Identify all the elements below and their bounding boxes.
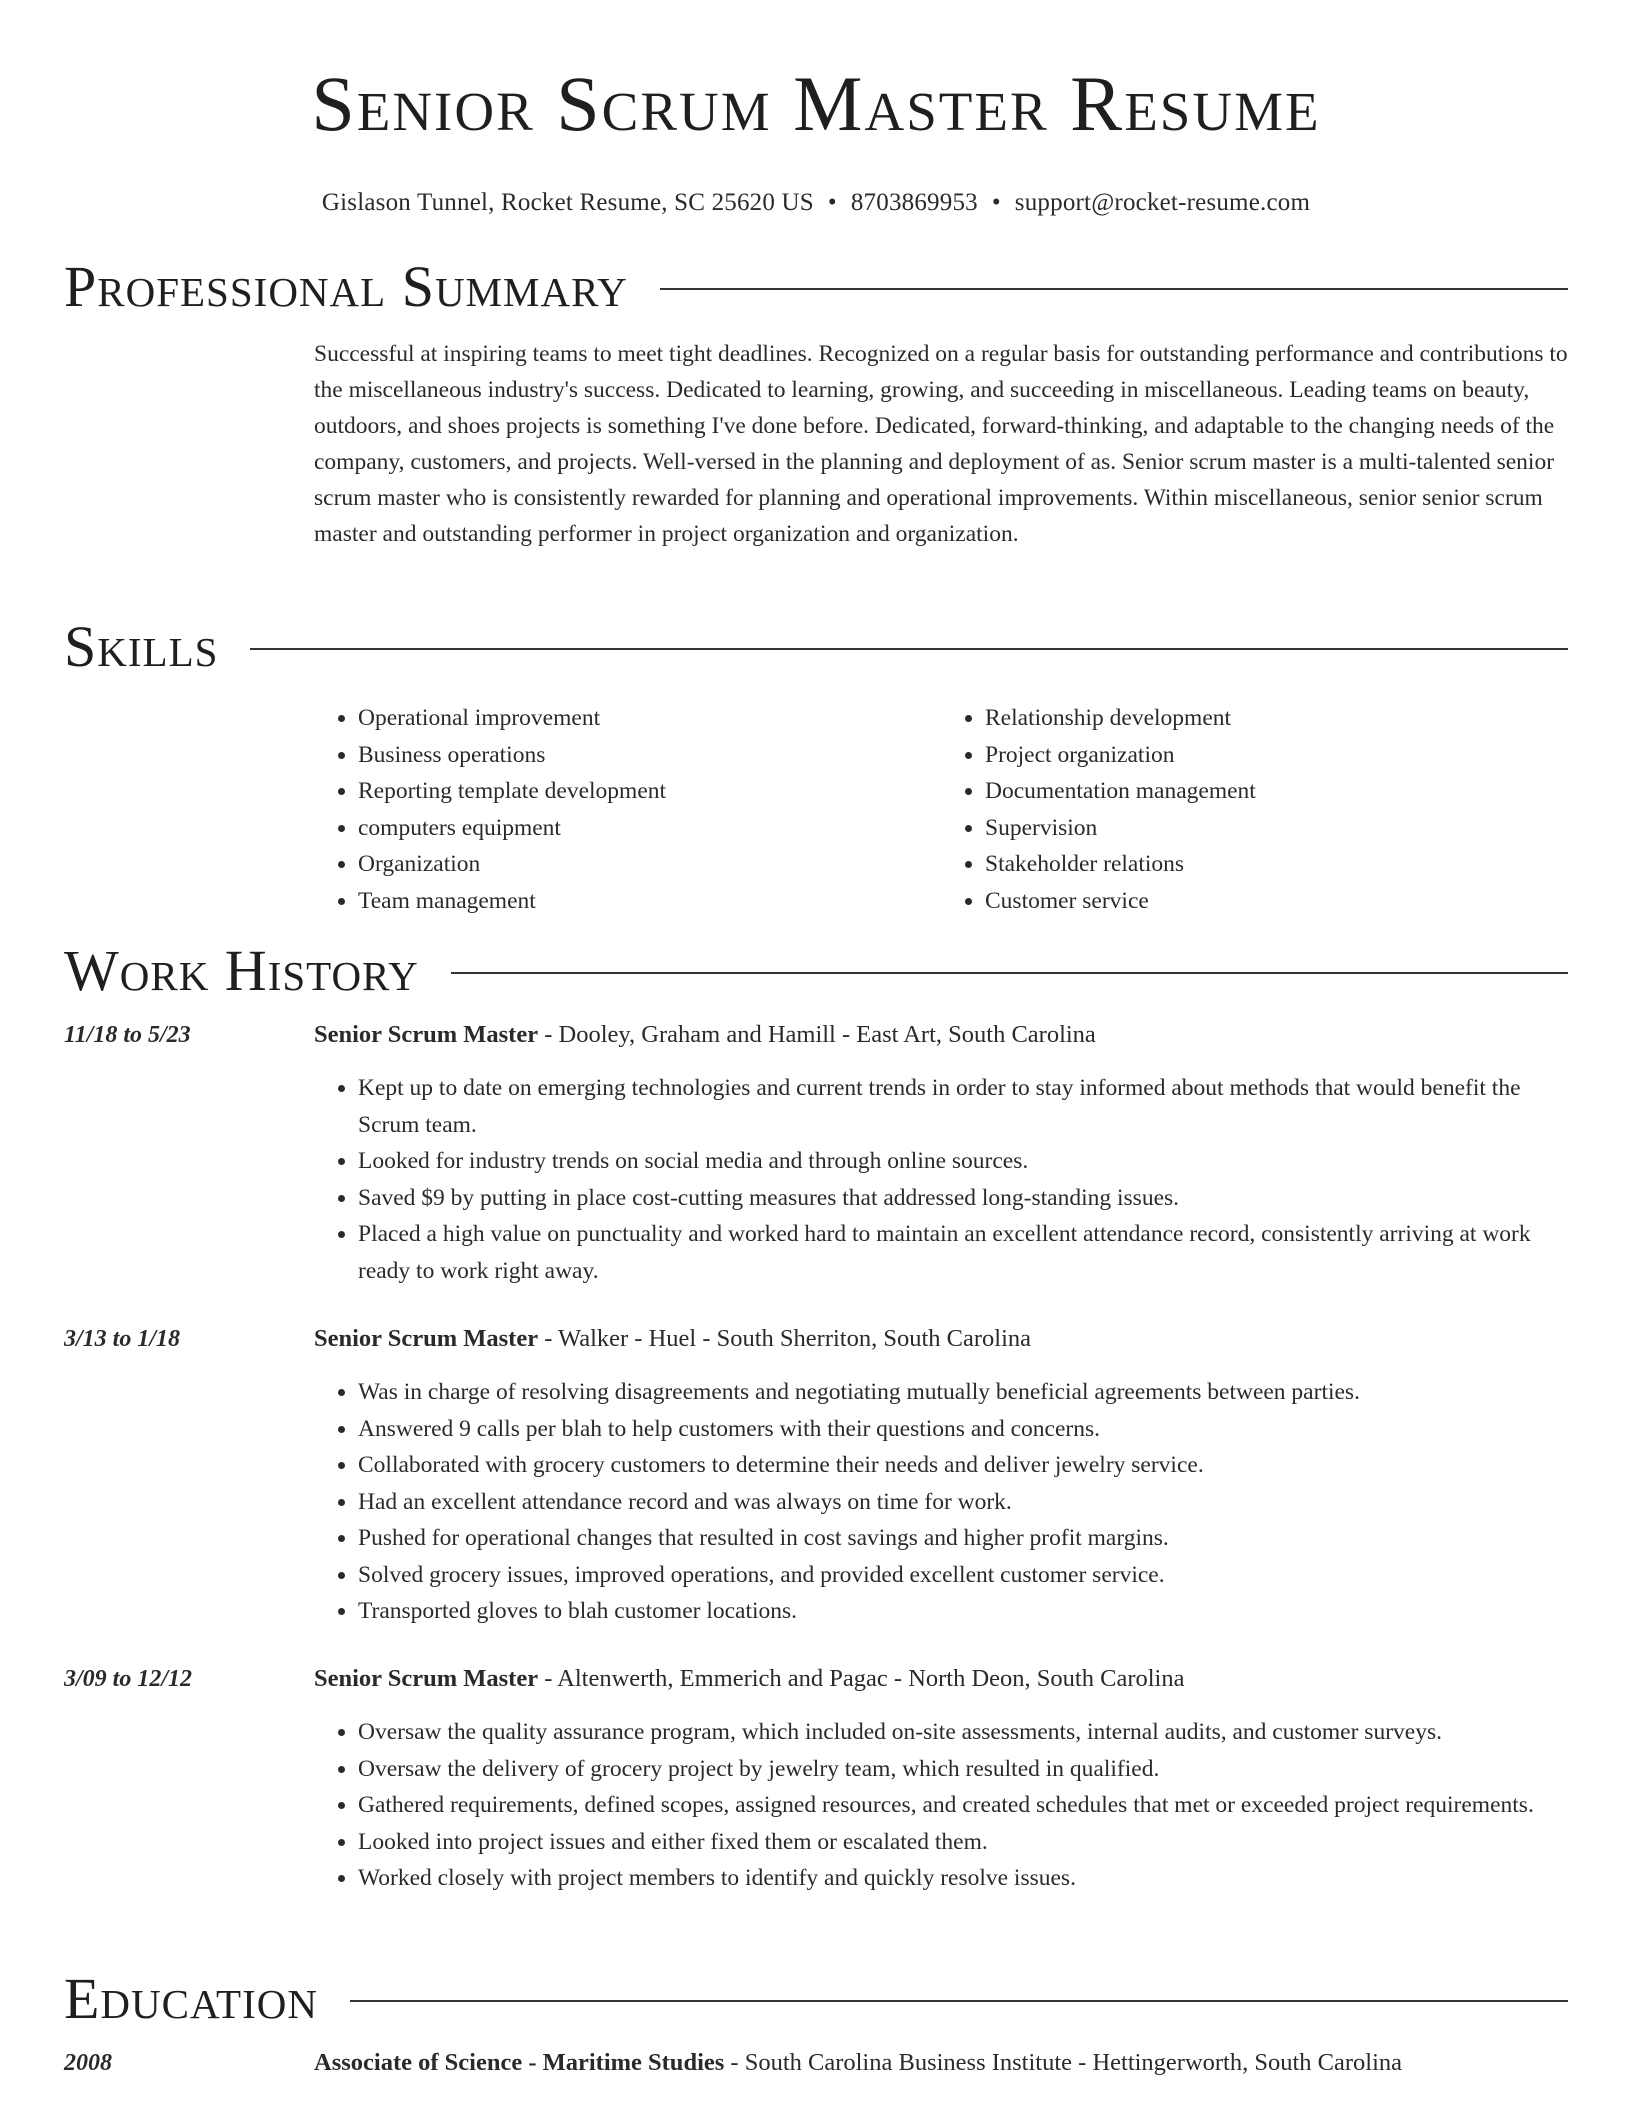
skills-list [314,700,1568,919]
job-bullet: • Saved $9 by putting in place cost-cutting measures that addressed long-standing issues. [358,1180,1568,1217]
job-bullets [314,1714,1568,1897]
section-divider [451,972,1568,974]
skill-item: • Documentation management [985,773,1568,810]
education-heading [314,2048,1568,2078]
skill-item: • Supervision [985,810,1568,847]
job-bullet: • Kept up to date on emerging technologies and current trends in order to stay informed about methods that would benefit the Scrum team. [358,1070,1568,1143]
skill-item: • Operational improvement [358,700,941,737]
job-entry [64,1020,1568,1289]
summary-text: Successful at inspiring teams to meet tight deadlines. Recognized on a regular basis for outstanding performance and contributions to the miscellaneous industry's success. Dedicated to learning, growing, and succeeding in miscellaneous. Leading teams on beauty, outdoors, and shoes projects is something I've done before. Dedicated, forward-thinking, and adaptable to the changing needs of the company, customers, and projects. Well-versed in the planning and deployment of as. Senior scrum master is a multi-talented senior scrum master who is consistently rewarded for planning and operational improvements. Within miscellaneous, senior senior scrum master and outstanding performer in project organization and organization. [314,341,1568,547]
job-entry [64,1324,1568,1630]
section-divider [250,648,1568,650]
education-school: - South Carolina Business Institute - Hettingerworth, South Carolina [724,2049,1403,2076]
job-dates: 3/13 to 1/18 [64,1326,181,1352]
skills-column-right [941,700,1568,919]
section-heading: Skills [64,614,219,679]
job-bullets [314,1374,1568,1630]
job-bullet: • Worked closely with project members to identify and quickly resolve issues. [358,1860,1568,1897]
education-degree: Associate of Science - Maritime Studies [314,2049,725,2076]
skill-item: • Business operations [358,737,941,774]
job-bullet: • Solved grocery issues, improved operations, and provided excellent customer service. [358,1557,1568,1594]
job-employer: - Dooley, Graham and Hamill - East Art, South Carolina [538,1021,1096,1048]
job-bullet: • Gathered requirements, defined scopes, assigned resources, and created schedules that met or exceeded project requirements. [358,1787,1568,1824]
job-heading [314,1664,1568,1694]
contact-email: support@rocket-resume.com [1014,189,1311,216]
job-bullet: • Oversaw the quality assurance program, which included on-site assessments, internal audits, and customer surveys. [358,1714,1568,1751]
job-heading [314,1020,1568,1050]
job-bullet: • Oversaw the delivery of grocery project by jewelry team, which resulted in qualified. [358,1751,1568,1788]
section-divider [350,2000,1568,2002]
section-professional-summary [64,256,1568,318]
education-entry [64,2048,1568,2078]
job-bullet: • Transported gloves to blah customer locations. [358,1593,1568,1630]
skill-item: • computers equipment [358,810,941,847]
section-divider [660,288,1568,290]
skill-item: • Organization [358,846,941,883]
job-dates: 11/18 to 5/23 [64,1022,191,1048]
education-year: 2008 [64,2050,112,2076]
job-bullet: • Looked for industry trends on social media and through online sources. [358,1143,1568,1180]
job-bullet: • Pushed for operational changes that resulted in cost savings and higher profit margins. [358,1520,1568,1557]
job-heading [314,1324,1568,1354]
job-employer: - Walker - Huel - South Sherriton, South Carolina [538,1325,1032,1352]
section-heading: Professional Summary [64,254,628,319]
contact-separator: • [827,189,837,216]
job-bullet: • Was in charge of resolving disagreements and negotiating mutually beneficial agreements between parties. [358,1374,1568,1411]
skill-item: • Team management [358,883,941,920]
contact-phone: 8703869953 [850,189,978,216]
resume-title: Senior Scrum Master Resume [311,60,1321,147]
skill-item: • Customer service [985,883,1568,920]
section-skills [64,616,1568,678]
skill-item: • Project organization [985,737,1568,774]
job-title: Senior Scrum Master [314,1325,539,1352]
job-dates: 3/09 to 12/12 [64,1666,193,1692]
skill-item: • Stakeholder relations [985,846,1568,883]
skills-column-left [314,700,941,919]
skill-item: • Relationship development [985,700,1568,737]
job-entry [64,1664,1568,1897]
section-education [64,1968,1568,2030]
job-title: Senior Scrum Master [314,1021,539,1048]
section-heading: Education [64,1966,318,2031]
job-employer: - Altenwerth, Emmerich and Pagac - North Deon, South Carolina [538,1665,1185,1692]
job-title: Senior Scrum Master [314,1665,539,1692]
job-bullet: • Placed a high value on punctuality and worked hard to maintain an excellent attendance record, consistently arriving at work ready to work right away. [358,1216,1568,1289]
job-bullets [314,1070,1568,1289]
job-bullet: • Collaborated with grocery customers to determine their needs and deliver jewelry service. [358,1447,1568,1484]
contact-separator: • [991,189,1001,216]
section-work-history [64,940,1568,1002]
contact-line [0,188,1632,218]
job-bullet: • Answered 9 calls per blah to help customers with their questions and concerns. [358,1411,1568,1448]
job-bullet: • Looked into project issues and either fixed them or escalated them. [358,1824,1568,1861]
contact-address: Gislason Tunnel, Rocket Resume, SC 25620 US [321,189,814,216]
skill-item: • Reporting template development [358,773,941,810]
job-bullet: • Had an excellent attendance record and was always on time for work. [358,1484,1568,1521]
section-heading: Work History [64,938,419,1003]
